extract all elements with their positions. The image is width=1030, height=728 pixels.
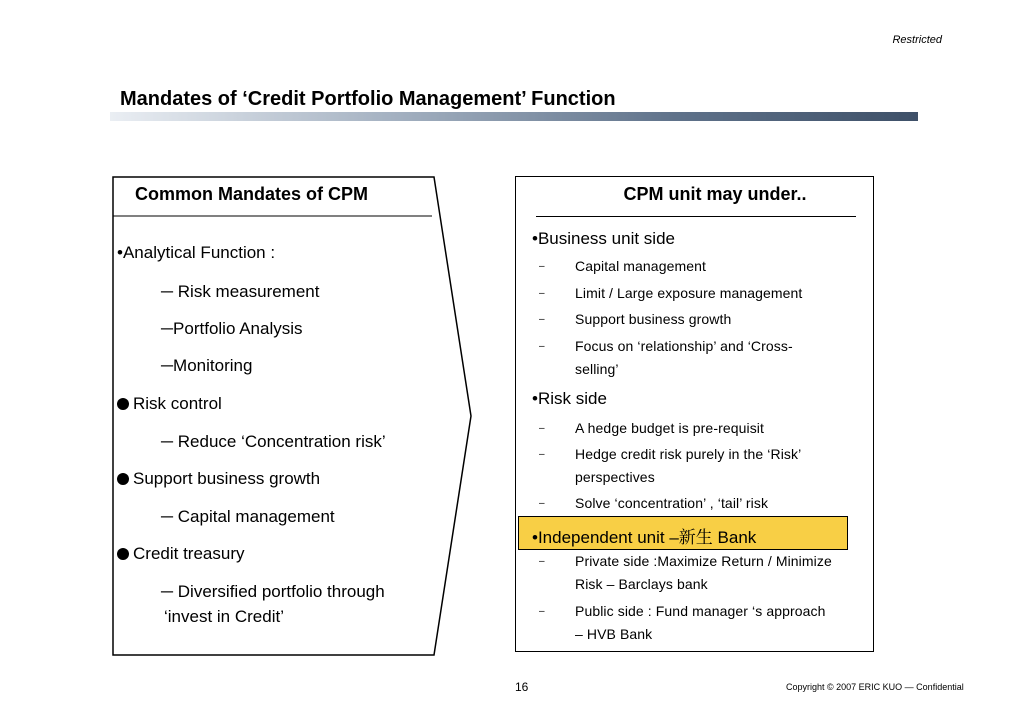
left-panel-heading: Common Mandates of CPM: [135, 184, 369, 204]
right-item: A hedge budget is pre-requisit: [575, 420, 765, 436]
classification-label: Restricted: [892, 34, 942, 46]
dash-marker: –: [539, 498, 545, 509]
left-subitem: ─ Reduce ‘Concentration risk’: [161, 432, 386, 451]
right-item: Private side :Maximize Return / Minimize: [575, 553, 832, 569]
left-item: Risk control: [117, 394, 222, 414]
right-panel-heading: CPM unit may under..: [623, 184, 807, 204]
left-subitem: ─ Risk measurement: [161, 282, 320, 301]
left-subitem: ─Monitoring: [161, 356, 253, 375]
right-item: Solve ‘concentration’ , ‘tail’ risk: [575, 495, 769, 511]
left-item: •Analytical Function :: [117, 243, 276, 262]
right-heading-divider: [536, 216, 856, 217]
right-item: Support business growth: [575, 311, 732, 327]
title-gradient-bar: [110, 112, 918, 121]
left-subitem: ─ Diversified portfolio through: [161, 582, 385, 601]
right-item: Public side : Fund manager ‘s approach: [575, 603, 826, 619]
dash-marker: –: [539, 449, 545, 460]
dash-marker: –: [539, 314, 545, 325]
section-label-independent: •Independent unit –新生 Bank: [532, 528, 757, 547]
left-subitem: ─ Capital management: [161, 507, 335, 526]
bullet-dot-icon: [117, 473, 129, 485]
left-item: Credit treasury: [117, 544, 244, 564]
bullet-dot-icon: [117, 548, 129, 560]
left-subitem: ─Portfolio Analysis: [161, 319, 303, 338]
slide-title: Mandates of ‘Credit Portfolio Management’ Function: [120, 88, 616, 110]
copyright-notice: Copyright © 2007 ERIC KUO — Confidential: [786, 682, 964, 692]
dash-marker: –: [539, 556, 545, 567]
right-item: Capital management: [575, 258, 706, 274]
right-item-continuation: selling’: [575, 361, 619, 377]
right-item: Focus on ‘relationship’ and ‘Cross-: [575, 338, 793, 354]
dash-marker: –: [539, 423, 545, 434]
right-item-continuation: Risk – Barclays bank: [575, 576, 708, 592]
section-label-risk: •Risk side: [532, 389, 607, 408]
dash-marker: –: [539, 606, 545, 617]
right-item-continuation: perspectives: [575, 469, 655, 485]
right-item: Limit / Large exposure management: [575, 285, 803, 301]
bullet-dot-icon: [117, 398, 129, 410]
left-subitem-continuation: ‘invest in Credit’: [164, 607, 284, 626]
right-item: Hedge credit risk purely in the ‘Risk’: [575, 446, 802, 462]
dash-marker: –: [539, 341, 545, 352]
dash-marker: –: [539, 261, 545, 272]
section-label-business: •Business unit side: [532, 229, 675, 248]
right-item-continuation: – HVB Bank: [575, 626, 653, 642]
page-number: 16: [515, 680, 529, 694]
left-item: Support business growth: [117, 469, 320, 489]
dash-marker: –: [539, 288, 545, 299]
